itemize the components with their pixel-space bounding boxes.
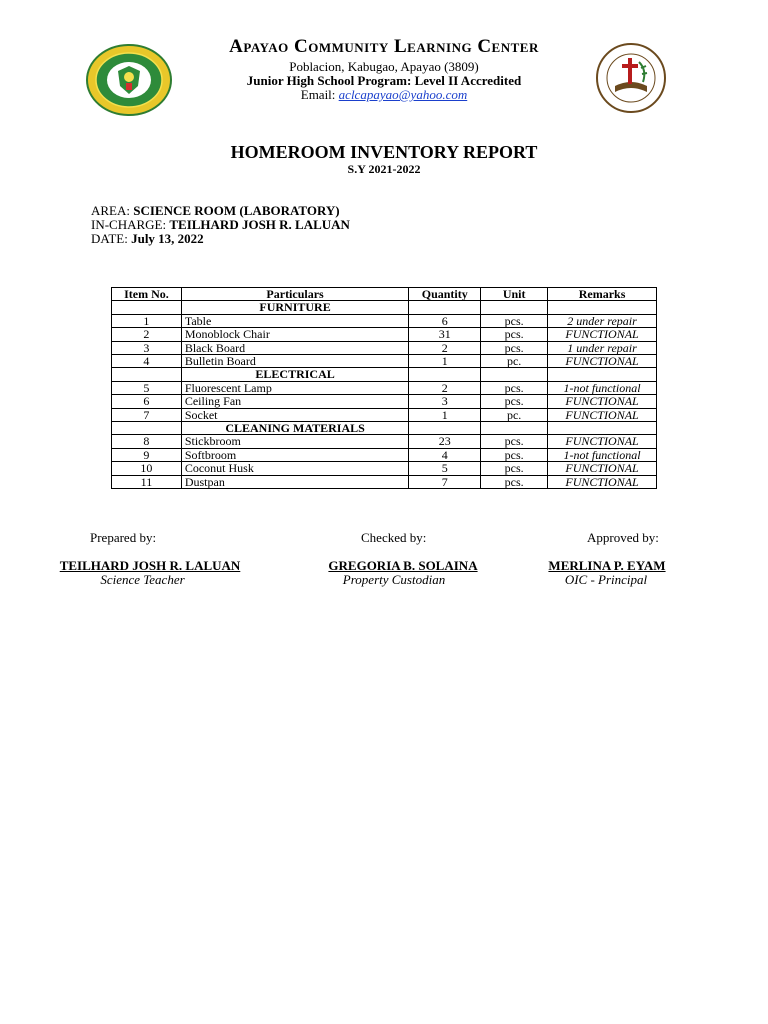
header-particulars: Particulars bbox=[181, 288, 408, 301]
category-label: ELECTRICAL bbox=[181, 368, 408, 381]
cell-unit: pcs. bbox=[481, 314, 548, 327]
cell-remarks: FUNCTIONAL bbox=[548, 475, 657, 488]
category-label: CLEANING MATERIALS bbox=[181, 422, 408, 435]
school-address: Poblacion, Kabugao, Apayao (3809) bbox=[289, 59, 479, 74]
date-value: July 13, 2022 bbox=[131, 231, 204, 246]
cell-particular: Socket bbox=[181, 408, 408, 421]
prepared-by-label: Prepared by: bbox=[90, 530, 157, 545]
cell-remarks: FUNCTIONAL bbox=[548, 462, 657, 475]
approved-by-label: Approved by: bbox=[587, 530, 659, 545]
cell-remarks: FUNCTIONAL bbox=[548, 355, 657, 368]
checked-by-position: Property Custodian bbox=[342, 572, 446, 587]
area-value: SCIENCE ROOM (LABORATORY) bbox=[133, 203, 340, 218]
cell-particular: Monoblock Chair bbox=[181, 328, 408, 341]
cell-remarks: 1-not functional bbox=[548, 381, 657, 394]
cell-unit: pc. bbox=[481, 355, 548, 368]
email-link[interactable]: aclcapayao@yahoo.com bbox=[338, 87, 468, 102]
cell-item-no: 9 bbox=[112, 448, 182, 461]
cell-particular: Softbroom bbox=[181, 448, 408, 461]
table-row bbox=[112, 341, 657, 354]
cell-item-no: 8 bbox=[112, 435, 182, 448]
cell-quantity: 1 bbox=[409, 408, 481, 421]
checked-by-name: GREGORIA B. SOLAINA bbox=[328, 558, 478, 573]
table-header-row bbox=[112, 288, 657, 301]
cell-particular: Dustpan bbox=[181, 475, 408, 488]
cell-unit: pcs. bbox=[481, 341, 548, 354]
report-title: HOMEROOM INVENTORY REPORT bbox=[230, 142, 538, 162]
cell-unit: pc. bbox=[481, 408, 548, 421]
table-row bbox=[112, 395, 657, 408]
cell-item-no: 4 bbox=[112, 355, 182, 368]
cell-particular: Fluorescent Lamp bbox=[181, 381, 408, 394]
cell-quantity: 3 bbox=[409, 395, 481, 408]
school-year: S.Y 2021-2022 bbox=[347, 162, 421, 176]
cell-quantity: 2 bbox=[409, 381, 481, 394]
school-name: Apayao Community Learning Center bbox=[229, 36, 539, 57]
date-line bbox=[91, 231, 204, 247]
table-row bbox=[112, 435, 657, 448]
cell-particular: Bulletin Board bbox=[181, 355, 408, 368]
cell-quantity: 5 bbox=[409, 462, 481, 475]
cell-item-no: 3 bbox=[112, 341, 182, 354]
program-accreditation: Junior High School Program: Level II Accredited bbox=[246, 73, 522, 88]
cell-unit: pcs. bbox=[481, 435, 548, 448]
email-line bbox=[0, 87, 768, 103]
header-quantity: Quantity bbox=[409, 288, 481, 301]
cell-item-no: 10 bbox=[112, 462, 182, 475]
cell-unit: pcs. bbox=[481, 462, 548, 475]
table-row bbox=[112, 314, 657, 327]
cell-unit: pcs. bbox=[481, 448, 548, 461]
cell-remarks: FUNCTIONAL bbox=[548, 328, 657, 341]
cell-quantity: 4 bbox=[409, 448, 481, 461]
cell-remarks: 1 under repair bbox=[548, 341, 657, 354]
category-row bbox=[112, 301, 657, 314]
cell-item-no: 7 bbox=[112, 408, 182, 421]
cell-unit: pcs. bbox=[481, 395, 548, 408]
cell-particular: Coconut Husk bbox=[181, 462, 408, 475]
cell-particular: Ceiling Fan bbox=[181, 395, 408, 408]
cell-remarks: FUNCTIONAL bbox=[548, 408, 657, 421]
header-remarks: Remarks bbox=[548, 288, 657, 301]
table-row bbox=[112, 355, 657, 368]
checked-by-label: Checked by: bbox=[361, 530, 427, 545]
category-row bbox=[112, 368, 657, 381]
prepared-by-name: TEILHARD JOSH R. LALUAN bbox=[59, 558, 241, 573]
cell-quantity: 1 bbox=[409, 355, 481, 368]
incharge-label: IN-CHARGE: bbox=[91, 217, 167, 232]
table-row bbox=[112, 475, 657, 488]
approved-by-position: OIC - Principal bbox=[564, 572, 648, 587]
cell-unit: pcs. bbox=[481, 381, 548, 394]
cell-quantity: 23 bbox=[409, 435, 481, 448]
category-label: FURNITURE bbox=[181, 301, 408, 314]
cell-item-no: 1 bbox=[112, 314, 182, 327]
cell-remarks: FUNCTIONAL bbox=[548, 435, 657, 448]
cell-item-no: 2 bbox=[112, 328, 182, 341]
table-row bbox=[112, 328, 657, 341]
table-row bbox=[112, 448, 657, 461]
header-item-no: Item No. bbox=[112, 288, 182, 301]
cell-remarks: FUNCTIONAL bbox=[548, 395, 657, 408]
cell-particular: Table bbox=[181, 314, 408, 327]
approved-by-name: MERLINA P. EYAM bbox=[548, 558, 666, 573]
table-row bbox=[112, 408, 657, 421]
cell-quantity: 2 bbox=[409, 341, 481, 354]
cell-unit: pcs. bbox=[481, 475, 548, 488]
cell-item-no: 6 bbox=[112, 395, 182, 408]
header-unit: Unit bbox=[481, 288, 548, 301]
category-row bbox=[112, 422, 657, 435]
cell-unit: pcs. bbox=[481, 328, 548, 341]
cell-quantity: 6 bbox=[409, 314, 481, 327]
table-row bbox=[112, 462, 657, 475]
cell-item-no: 5 bbox=[112, 381, 182, 394]
cell-remarks: 1-not functional bbox=[548, 448, 657, 461]
table-row bbox=[112, 381, 657, 394]
prepared-by-position: Science Teacher bbox=[100, 572, 185, 587]
inventory-table bbox=[111, 287, 657, 489]
cell-quantity: 31 bbox=[409, 328, 481, 341]
email-label: Email: bbox=[300, 87, 336, 102]
incharge-value: TEILHARD JOSH R. LALUAN bbox=[169, 217, 350, 232]
cell-particular: Stickbroom bbox=[181, 435, 408, 448]
cell-remarks: 2 under repair bbox=[548, 314, 657, 327]
date-label: DATE: bbox=[91, 231, 128, 246]
cell-particular: Black Board bbox=[181, 341, 408, 354]
cell-item-no: 11 bbox=[112, 475, 182, 488]
area-label: AREA: bbox=[91, 203, 130, 218]
cell-quantity: 7 bbox=[409, 475, 481, 488]
